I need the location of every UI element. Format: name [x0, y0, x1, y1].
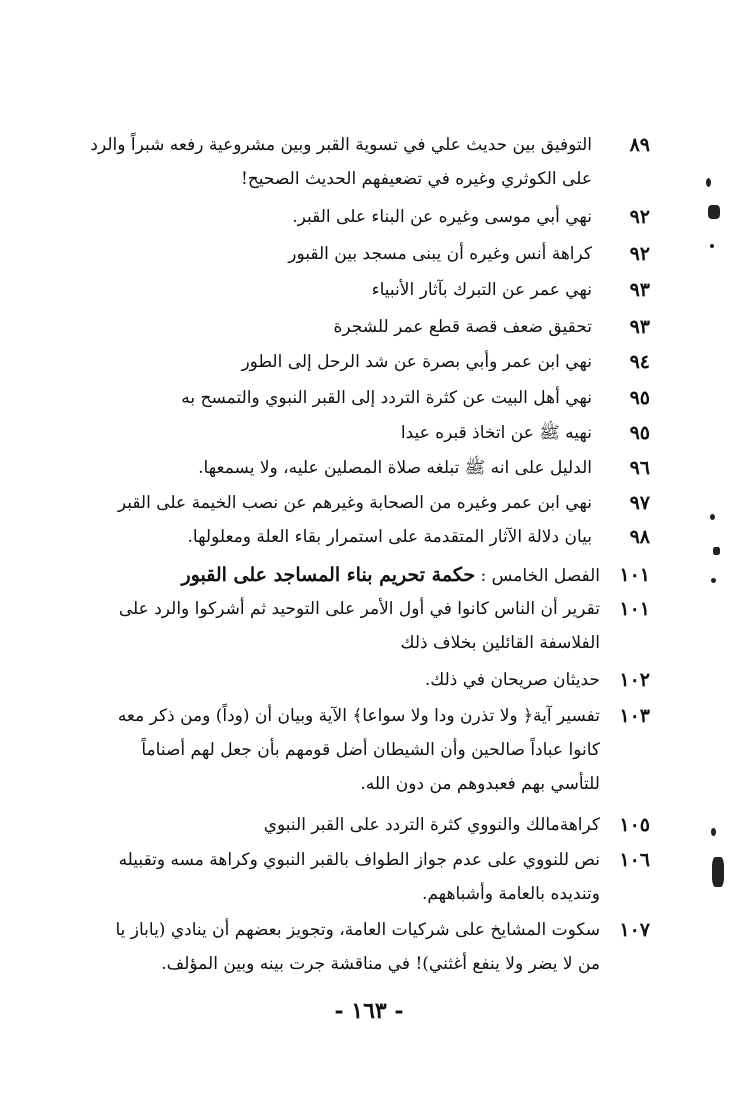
page-ref: ١٠٧	[619, 919, 650, 941]
page-ref: ٩٢	[629, 243, 650, 265]
entry-text: نهي عمر عن التبرك بآثار الأنبياء	[371, 280, 592, 300]
page-ref: ١٠١	[619, 564, 650, 586]
entry-text: نص للنووي على عدم جواز الطواف بالقبر النبوي وكراهة مسه وتقبيله وتنديده بالعامة وأشباههم.	[118, 850, 600, 904]
index-entry	[90, 808, 650, 842]
index-entry	[90, 520, 650, 554]
chapter-title: حكمة تحريم بناء المساجد على القبور	[181, 564, 476, 586]
page-ref: ٩٢	[629, 206, 650, 228]
index-entry	[90, 128, 650, 196]
page-ref: ١٠١	[619, 598, 650, 620]
page-ref: ١٠٥	[619, 814, 650, 836]
index-entry	[90, 663, 650, 697]
scan-speck	[706, 178, 711, 187]
page-ref: ١٠٦	[619, 849, 650, 871]
page-ref: ٨٩	[629, 134, 650, 156]
index-entry	[90, 913, 650, 981]
chapter-heading-entry	[90, 558, 650, 593]
index-entry	[90, 310, 650, 344]
page-ref: ٩٤	[629, 351, 650, 373]
entry-text: نهي ابن عمر وأبي بصرة عن شد الرحل إلى الطور	[241, 352, 592, 372]
page-ref: ١٠٢	[619, 669, 650, 691]
page-ref: ٩٥	[629, 422, 650, 444]
page-ref: ١٠٣	[619, 705, 650, 727]
index-entry	[90, 381, 650, 415]
scan-speck	[710, 514, 715, 520]
entry-text: التوفيق بين حديث علي في تسوية القبر وبين مشروعية رفعه شبراً والرد على الكوثري وغيره في تضعيفهم الحديث الصحيح!	[90, 135, 592, 189]
scan-speck	[710, 244, 714, 248]
entry-text: تقرير أن الناس كانوا في أول الأمر على التوحيد ثم أشركوا والرد على الفلاسفة القائلين بخلاف ذلك	[118, 599, 600, 653]
index-entry	[90, 273, 650, 307]
page-ref: ٩٧	[629, 492, 650, 514]
entry-text: نهيه ﷺ عن اتخاذ قبره عيدا	[400, 423, 592, 443]
index-entry	[90, 486, 650, 520]
entry-text: نهي أبي موسى وغيره عن البناء على القبر.	[292, 207, 592, 227]
index-entry	[90, 843, 650, 911]
entry-text: تفسير آية﴿ ولا تذرن ودا ولا سواعا﴾ الآية وبيان أن (وداً) ومن ذكر معه كانوا عباداً صالحين وأن الشيطان أضل قومهم بأن جعل لهم أصناماً للتأسي بهم فعبدوهم من دون الله.	[117, 706, 600, 794]
page-ref: ٩٨	[629, 526, 650, 548]
index-entry	[90, 200, 650, 234]
index-entry	[90, 237, 650, 271]
scan-speck	[708, 205, 720, 219]
index-entry	[90, 451, 650, 485]
index-entry	[90, 416, 650, 450]
page-ref: ٩٣	[629, 316, 650, 338]
index-entry	[90, 592, 650, 660]
entry-text: الدليل على انه ﷺ تبلغه صلاة المصلين عليه، ولا يسمعها.	[198, 458, 592, 478]
index-entry	[90, 699, 650, 801]
scan-speck	[711, 578, 716, 583]
scan-speck	[713, 547, 720, 555]
entry-text: تحقيق ضعف قصة قطع عمر للشجرة	[333, 317, 592, 337]
entry-text: نهي ابن عمر وغيره من الصحابة وغيرهم عن نصب الخيمة على القبر	[117, 493, 592, 513]
entry-text: حديثان صريحان في ذلك.	[424, 670, 600, 690]
page-ref: ٩٦	[629, 457, 650, 479]
page-ref: ٩٥	[629, 387, 650, 409]
entry-text: كراهةمالك والنووي كثرة التردد على القبر النبوي	[263, 815, 600, 835]
entry-text: سكوت المشايخ على شركيات العامة، وتجويز بعضهم أن ينادي (ياباز يا من لا يضر ولا ينفع أغثني)! في مناقشة جرت بينه وبين المؤلف.	[115, 920, 600, 974]
scan-speck	[711, 828, 716, 836]
entry-text: بيان دلالة الآثار المتقدمة على استمرار بقاء العلة ومعلولها.	[187, 527, 592, 547]
chapter-label: الفصل الخامس :	[480, 566, 600, 586]
page-number: - ١٦٣ -	[334, 998, 404, 1024]
entry-text: كراهة أنس وغيره أن يبنى مسجد بين القبور	[288, 244, 592, 264]
entry-text: نهي أهل البيت عن كثرة التردد إلى القبر النبوي والتمسح به	[181, 388, 592, 408]
page-ref: ٩٣	[629, 279, 650, 301]
index-entry	[90, 345, 650, 379]
scan-speck	[712, 857, 724, 887]
